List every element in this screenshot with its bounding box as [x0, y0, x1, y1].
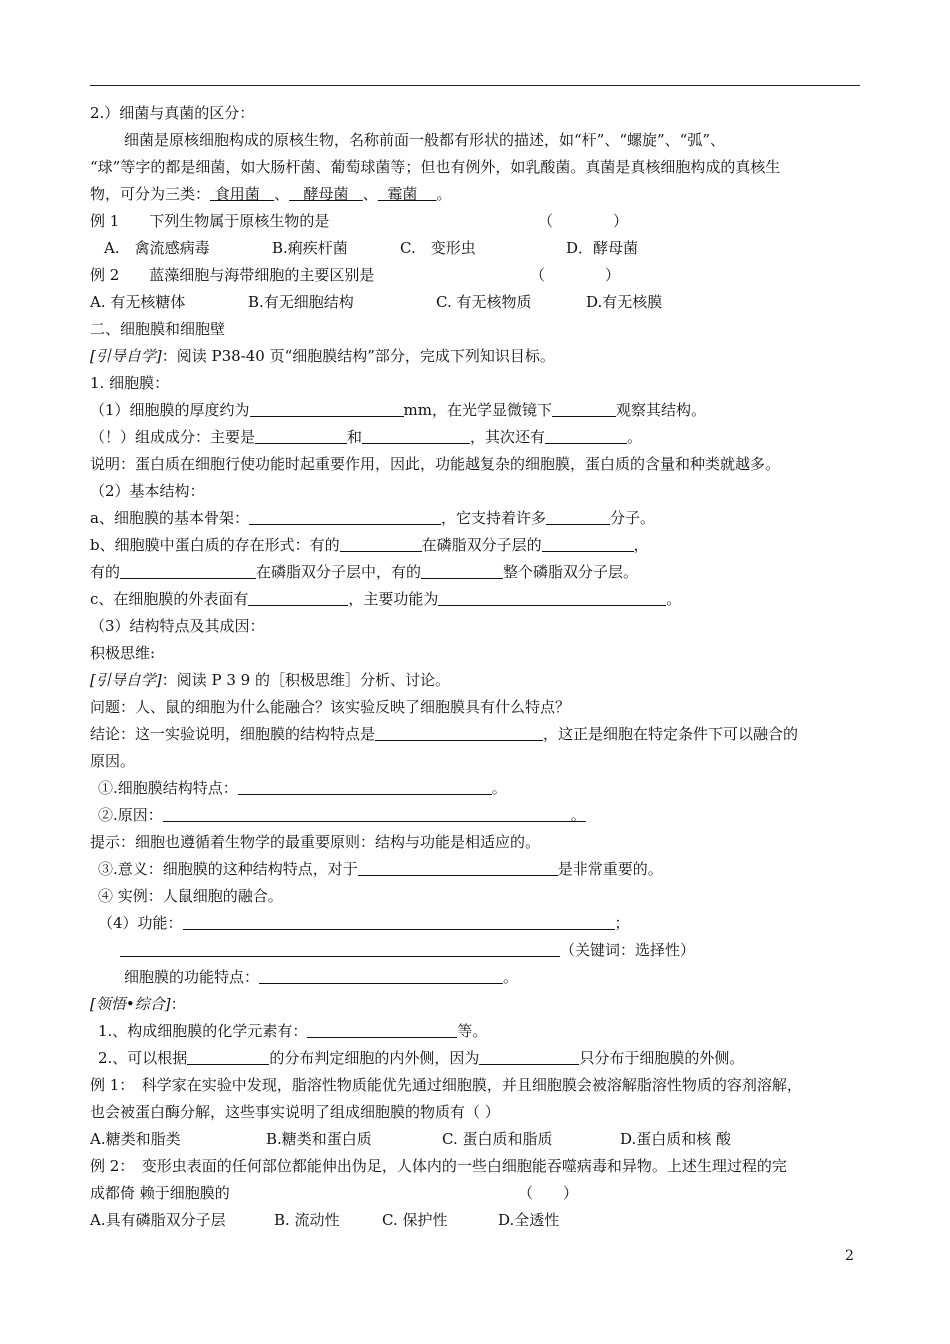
fill-blank[interactable] — [255, 428, 347, 444]
bacteria-heading: 2.）细菌与真菌的区分： — [90, 104, 255, 122]
question-c: c、在细胞膜的外表面有 ，主要功能为 。 — [90, 590, 682, 608]
page-number: 2 — [845, 1248, 854, 1264]
question-b: b、细胞膜中蛋白质的存在形式：有的 在磷脂双分子层的 ， — [90, 536, 649, 554]
point-3: ③.意义：细胞膜的这种结构特点，对于 是非常重要的。 — [98, 860, 663, 878]
option-b[interactable]: B.糖类和蛋白质 — [266, 1130, 372, 1148]
fill-blank[interactable] — [187, 1049, 269, 1065]
fill-blank[interactable] — [479, 1049, 579, 1065]
example-3-line1: 例 1： 科学家在实验中发现，脂溶性物质能优先通过细胞膜，并且细胞膜会被溶解脂溶性物质的容剂溶解， — [90, 1076, 802, 1094]
fill-blank[interactable] — [542, 536, 634, 552]
guide-line: [引导自学]：阅读 P38-40 页“细胞膜结构”部分，完成下列知识目标。 — [90, 347, 555, 365]
option-c[interactable]: C. 蛋白质和脂质 — [442, 1130, 553, 1148]
fill-blank[interactable] — [250, 401, 404, 417]
fill-blank[interactable] — [248, 590, 348, 606]
option-a[interactable]: A.糖类和脂类 — [90, 1130, 181, 1148]
fill-blank[interactable] — [552, 401, 616, 417]
example-3-line2: 也会被蛋白酶分解，这些事实说明了组成细胞膜的物质有（ ） — [90, 1103, 500, 1121]
fill-blank[interactable] — [545, 428, 627, 444]
option-d[interactable]: D.有无核膜 — [586, 293, 663, 311]
option-b[interactable]: B. 流动性 — [274, 1211, 340, 1229]
question-thickness: （1）细胞膜的厚度约为 mm，在光学显微镜下 观察其结构。 — [90, 401, 707, 419]
item-1-heading: 1. 细胞膜： — [90, 374, 170, 392]
function-feature-line: 细胞膜的功能特点： 。 — [124, 968, 519, 986]
option-d[interactable]: D.蛋白质和核 酸 — [620, 1130, 732, 1148]
option-b[interactable]: B.有无细胞结构 — [248, 293, 354, 311]
option-c[interactable]: C. 保护性 — [382, 1211, 448, 1229]
bacteria-para-line3: 物，可分为三类： 食用菌 、 酵母菌 、 霉菌 。 — [90, 185, 452, 203]
fill-blank[interactable] — [163, 806, 571, 822]
basic-structure-heading: （2）基本结构： — [90, 482, 205, 500]
synthesis-1: 1.、构成细胞膜的化学元素有： 等。 — [98, 1022, 488, 1040]
bacteria-para-line2: “球”等字的都是细菌，如大肠杆菌、葡萄球菌等；但也有例外，如乳酸菌。真菌是真核细胞构成的真核生 — [90, 158, 781, 176]
fungi-type-3: 霉菌 — [387, 185, 418, 203]
fill-blank[interactable] — [362, 428, 470, 444]
option-b[interactable]: B.痢疾杆菌 — [272, 239, 348, 257]
question-a: a、细胞膜的基本骨架： ，它支持着许多 分子。 — [90, 509, 655, 527]
section-title: 二、细胞膜和细胞壁 — [90, 320, 226, 338]
point-2: ②.原因： 。 — [98, 806, 586, 824]
answer-blank[interactable]: （ ） — [530, 266, 621, 284]
fungi-type-1: 食用菌 — [214, 185, 260, 203]
note-line: 说明：蛋白质在细胞行使功能时起重要作用，因此，功能越复杂的细胞膜，蛋白质的含量和种类就越多。 — [90, 455, 781, 473]
option-c[interactable]: C. 变形虫 — [400, 239, 476, 257]
option-a[interactable]: A.具有磷脂双分子层 — [90, 1211, 226, 1229]
option-a[interactable]: A. 禽流感病毒 — [104, 239, 210, 257]
answer-blank[interactable]: （ ） — [518, 1184, 579, 1202]
guide-line-2: [引导自学]：阅读 P 3 9 的［积极思维］分析、讨论。 — [90, 671, 450, 689]
question-b-line2: 有的 在磷脂双分子层中，有的 整个磷脂双分子层。 — [90, 563, 639, 581]
function-line: （4）功能： ； — [98, 914, 630, 932]
question-composition: （！）组成成分：主要是 和 ，其次还有 。 — [90, 428, 643, 446]
option-d[interactable]: D.全透性 — [498, 1211, 560, 1229]
example-1-stem: 例 1 下列生物属于原核生物的是 （ ） — [90, 212, 629, 230]
fill-blank[interactable] — [259, 968, 503, 984]
option-d[interactable]: D．酵母菌 — [566, 239, 639, 257]
header-rule — [90, 85, 860, 86]
example-2-stem: 例 2 蓝藻细胞与海带细胞的主要区别是 （ ） — [90, 266, 621, 284]
fill-blank[interactable] — [238, 779, 492, 795]
example-4-line1: 例 2： 变形虫表面的任何部位都能伸出伪足，人体内的一些白细胞能吞噬病毒和异物。上述生理过程的完 — [90, 1157, 787, 1175]
conclusion-line: 结论：这一实验说明，细胞膜的结构特点是 ，这正是细胞在特定条件下可以融合的 — [90, 725, 799, 743]
fill-blank[interactable] — [340, 536, 422, 552]
fill-blank[interactable] — [375, 725, 543, 741]
question-line: 问题：人、鼠的细胞为什么能融合？该实验反映了细胞膜具有什么特点？ — [90, 698, 571, 716]
structure-feature-heading: （3）结构特点及其成因： — [90, 617, 265, 635]
answer-blank[interactable]: （ ） — [538, 212, 629, 230]
fill-blank[interactable] — [183, 914, 615, 930]
point-1: ①.细胞膜结构特点： 。 — [98, 779, 507, 797]
fill-blank[interactable] — [249, 509, 441, 525]
synthesis-label: [领悟•综合]： — [90, 995, 186, 1013]
example-4-line2: 成都倚 赖于细胞膜的 （ ） — [90, 1184, 579, 1202]
option-c[interactable]: C. 有无核物质 — [436, 293, 532, 311]
conclusion-line2: 原因。 — [90, 752, 136, 770]
hint-line: 提示：细胞也遵循着生物学的最重要原则：结构与功能是相适应的。 — [90, 833, 541, 851]
option-a[interactable]: A. 有无核糖体 — [90, 293, 186, 311]
fill-blank[interactable] — [120, 941, 560, 957]
fill-blank[interactable] — [546, 509, 610, 525]
synthesis-2: 2.、可以根据 的分布判定细胞的内外侧，因为 只分布于细胞膜的外侧。 — [98, 1049, 745, 1067]
fill-blank[interactable] — [438, 590, 666, 606]
function-line2: （关键词：选择性） — [120, 940, 695, 960]
positive-thinking-label: 积极思维: — [90, 644, 156, 662]
bacteria-para-line1: 细菌是原核细胞构成的原核生物，名称前面一般都有形状的描述，如“杆”、“螺旋”、“弧”、 — [124, 131, 726, 149]
fill-blank[interactable] — [120, 563, 256, 579]
point-4: ④ 实例：人鼠细胞的融合。 — [98, 887, 283, 905]
fill-blank[interactable] — [358, 860, 558, 876]
fungi-type-2: 酵母菌 — [303, 185, 349, 203]
fill-blank[interactable] — [307, 1022, 457, 1038]
fill-blank[interactable] — [421, 563, 503, 579]
